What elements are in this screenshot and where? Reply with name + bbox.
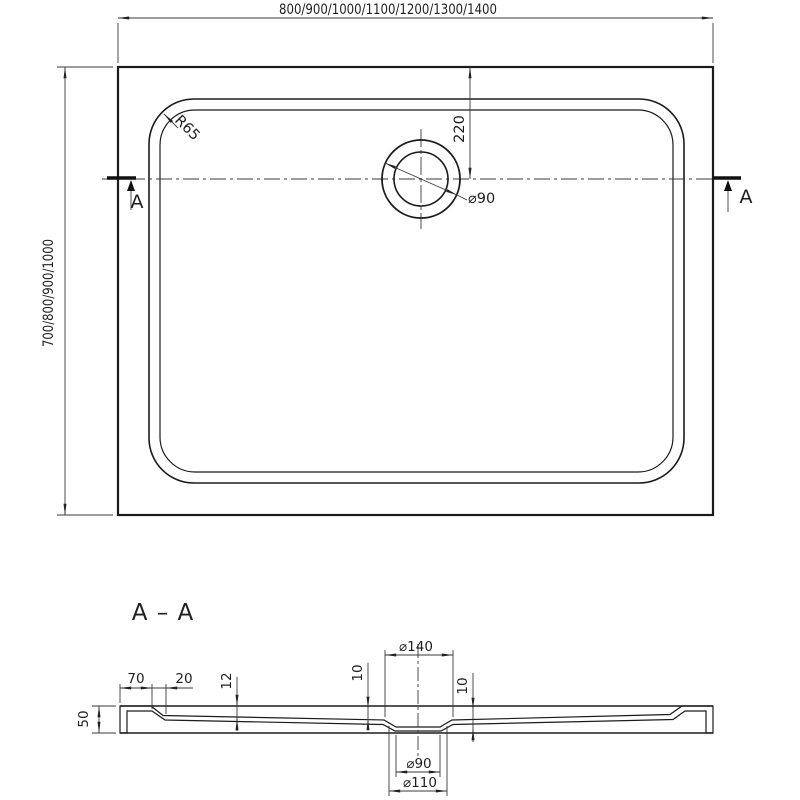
basin-depth-label: 12 [219, 672, 235, 690]
tray-section-material [120, 706, 713, 733]
step-width-label: 20 [175, 671, 193, 687]
section-title: A – A [131, 600, 195, 626]
dim-height [41, 67, 113, 515]
top-view [41, 2, 753, 515]
basin-outer-edge [149, 99, 684, 483]
recess-depth-left-label: 10 [350, 664, 366, 682]
dim-recess-depth-right [455, 673, 473, 742]
drain-hole-diameter-label: ⌀90 [406, 756, 432, 772]
section-arrow-icon [127, 180, 135, 191]
recess-top-diameter-label: ⌀140 [399, 639, 433, 655]
dim-width [118, 2, 713, 63]
section-arrow-icon [724, 180, 732, 191]
section-view [76, 600, 713, 796]
drain-offset-label: 220 [452, 115, 468, 143]
dim-tray-height [76, 706, 116, 733]
dim-rim-and-step [120, 671, 193, 714]
drain-diameter-label: ⌀90 [468, 191, 496, 207]
dim-drain-offset [452, 67, 470, 179]
tray-outer-edge [118, 67, 713, 515]
section-letter-right: A [739, 186, 753, 208]
dim-basin-depth [219, 672, 237, 731]
drain-flange-diameter-label: ⌀110 [403, 775, 437, 791]
leader-extension [457, 195, 467, 200]
section-marker-right [713, 178, 753, 212]
basin-inner-edge [160, 110, 673, 472]
corner-radius-label: R65 [171, 112, 203, 145]
tray-height-label: 50 [76, 710, 92, 728]
section-letter-left: A [130, 191, 144, 213]
section-profile [120, 706, 713, 733]
width-dimension-label: 800/900/1000/1100/1200/1300/1400 [279, 2, 497, 18]
dim-corner-radius [164, 113, 203, 144]
recess-depth-right-label: 10 [455, 677, 471, 695]
dim-drain-diameter [385, 163, 495, 207]
tray-top-outline [118, 67, 713, 515]
rim-width-label: 70 [127, 671, 145, 687]
height-dimension-label: 700/800/900/1000 [41, 212, 57, 347]
section-marker-left [107, 178, 144, 213]
